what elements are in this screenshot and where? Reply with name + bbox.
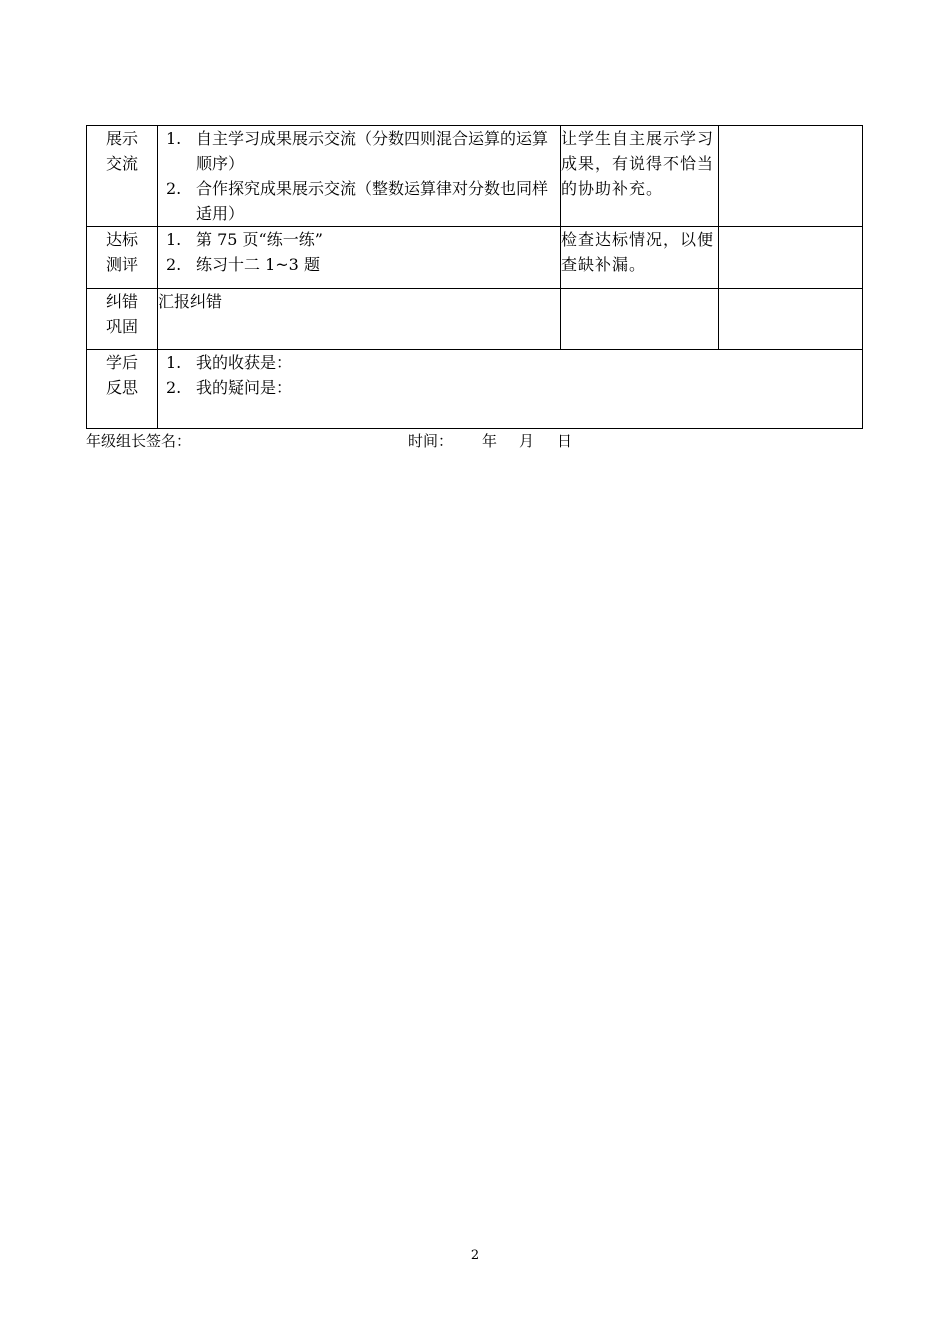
table-row <box>87 350 863 429</box>
row-label <box>87 227 158 289</box>
row-label-line: 反思 <box>105 378 138 397</box>
row-label-line: 交流 <box>105 154 138 173</box>
item-number: 2. <box>166 378 182 397</box>
list-item <box>158 227 560 252</box>
list-item <box>158 350 862 375</box>
item-number: 1. <box>166 129 182 148</box>
purpose-cell: 检查达标情况，以便查缺补漏。 <box>561 227 719 289</box>
item-number: 1. <box>166 230 182 249</box>
list-item <box>158 375 862 400</box>
page-number: 2 <box>470 1248 480 1263</box>
row-label <box>87 289 158 350</box>
item-text: 第 75 页“练一练” <box>196 230 323 249</box>
purpose-cell: 让学生自主展示学习成果，有说得不恰当的协助补充。 <box>561 126 719 227</box>
content-cell: 汇报纠错 <box>158 289 561 350</box>
note-cell <box>719 227 863 289</box>
row-label-line: 达标 <box>105 230 138 249</box>
table-row <box>87 126 863 227</box>
month-label: 月 <box>519 432 535 450</box>
purpose-cell <box>561 289 719 350</box>
table-row <box>87 227 863 289</box>
row-label-line: 纠错 <box>105 292 138 311</box>
year-label: 年 <box>482 432 498 450</box>
item-number: 1. <box>166 353 182 372</box>
time-label: 时间： <box>408 432 454 450</box>
item-text: 自主学习成果展示交流（分数四则混合运算的运算顺序） <box>196 129 549 173</box>
row-label <box>87 350 158 429</box>
list-item <box>158 176 560 226</box>
lesson-plan-table <box>86 125 863 429</box>
row-label-line: 巩固 <box>105 317 138 336</box>
content-cell <box>158 350 863 429</box>
content-cell <box>158 126 561 227</box>
item-text: 我的收获是： <box>196 353 293 372</box>
row-label-line: 学后 <box>105 353 138 372</box>
row-label <box>87 126 158 227</box>
list-item <box>158 252 560 277</box>
item-text: 合作探究成果展示交流（整数运算律对分数也同样适用） <box>196 179 549 223</box>
item-text: 我的疑问是： <box>196 378 293 397</box>
table-row <box>87 289 863 350</box>
row-label-line: 测评 <box>105 255 138 274</box>
list-item <box>158 126 560 176</box>
content-cell <box>158 227 561 289</box>
row-label-line: 展示 <box>105 129 138 148</box>
item-number: 2. <box>166 255 182 274</box>
signature-label: 年级组长签名： <box>86 432 192 450</box>
note-cell <box>719 289 863 350</box>
note-cell <box>719 126 863 227</box>
item-number: 2. <box>166 179 182 198</box>
item-text: 练习十二 1~3 题 <box>196 255 320 274</box>
day-label: 日 <box>557 432 573 450</box>
